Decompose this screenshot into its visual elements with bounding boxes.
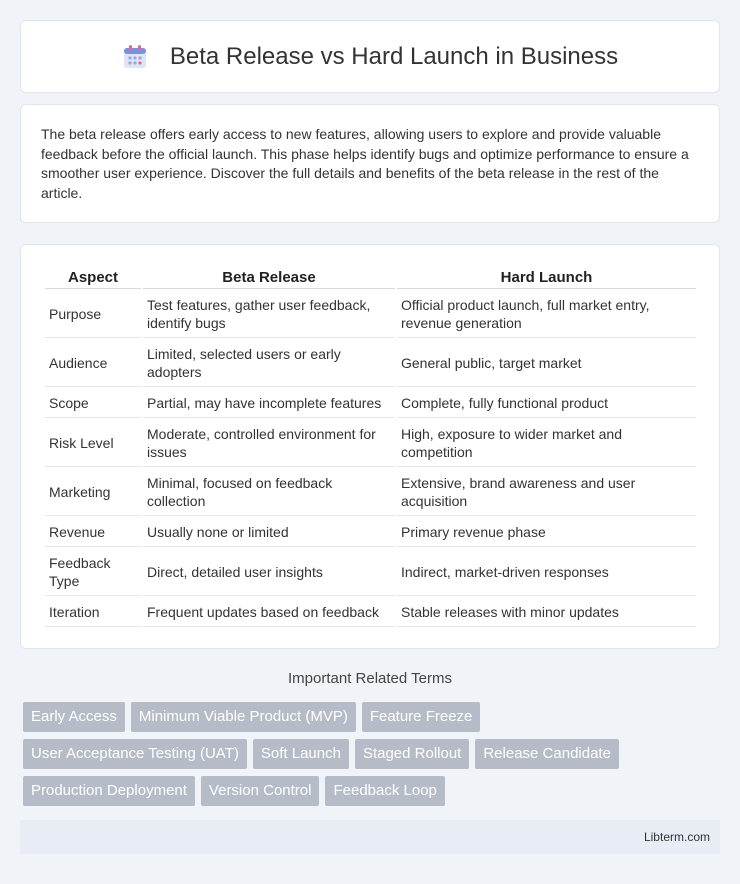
table-row <box>45 389 696 418</box>
table-cell: High, exposure to wider market and competition <box>397 420 696 467</box>
related-terms-tags <box>23 702 723 813</box>
tag-row <box>23 776 723 806</box>
tag-production-deployment[interactable]: Production Deployment <box>23 776 195 806</box>
tag-release-candidate[interactable]: Release Candidate <box>475 739 619 769</box>
table-row <box>45 420 696 467</box>
column-header-hard-launch: Hard Launch <box>397 267 696 289</box>
table-cell: General public, target market <box>397 340 696 387</box>
table-cell: Feedback Type <box>45 549 141 596</box>
table-cell: Complete, fully functional product <box>397 389 696 418</box>
table-cell: Stable releases with minor updates <box>397 598 696 627</box>
tag-row <box>23 702 723 732</box>
table-cell: Test features, gather user feedback, identify bugs <box>143 291 395 338</box>
table-cell: Direct, detailed user insights <box>143 549 395 596</box>
table-cell: Official product launch, full market entry, revenue generation <box>397 291 696 338</box>
table-row <box>45 340 696 387</box>
page-title: Beta Release vs Hard Launch in Business <box>169 42 619 70</box>
column-header-aspect: Aspect <box>45 267 141 289</box>
table-cell: Minimal, focused on feedback collection <box>143 469 395 516</box>
tag-feature-freeze[interactable]: Feature Freeze <box>362 702 481 732</box>
comparison-table <box>43 265 698 629</box>
table-header-row <box>45 267 696 289</box>
table-cell: Audience <box>45 340 141 387</box>
header-card <box>20 20 720 93</box>
intro-card <box>20 104 720 223</box>
related-terms-title: Important Related Terms <box>288 670 452 687</box>
tag-uat[interactable]: User Acceptance Testing (UAT) <box>23 739 247 769</box>
calendar-icon <box>122 44 148 70</box>
tag-version-control[interactable]: Version Control <box>201 776 320 806</box>
tag-mvp[interactable]: Minimum Viable Product (MVP) <box>131 702 356 732</box>
tag-row <box>23 739 723 769</box>
tag-feedback-loop[interactable]: Feedback Loop <box>325 776 444 806</box>
tag-soft-launch[interactable]: Soft Launch <box>253 739 349 769</box>
comparison-table-card <box>20 244 720 649</box>
table-cell: Extensive, brand awareness and user acquisition <box>397 469 696 516</box>
column-header-beta-release: Beta Release <box>143 267 395 289</box>
table-cell: Partial, may have incomplete features <box>143 389 395 418</box>
table-row <box>45 469 696 516</box>
table-cell: Limited, selected users or early adopters <box>143 340 395 387</box>
table-row <box>45 291 696 338</box>
table-cell: Iteration <box>45 598 141 627</box>
table-cell: Scope <box>45 389 141 418</box>
table-cell: Risk Level <box>45 420 141 467</box>
intro-text: The beta release offers early access to new features, allowing users to explore and provide valuable feedback before the official launch. This phase helps identify bugs and optimize performance to ensure a smoother user experience. Discover the full details and benefits of the beta release in the rest of the article. <box>41 126 689 201</box>
table-cell: Revenue <box>45 518 141 547</box>
tag-early-access[interactable]: Early Access <box>23 702 125 732</box>
table-row <box>45 549 696 596</box>
tag-staged-rollout[interactable]: Staged Rollout <box>355 739 469 769</box>
table-cell: Moderate, controlled environment for issues <box>143 420 395 467</box>
table-row <box>45 518 696 547</box>
table-cell: Marketing <box>45 469 141 516</box>
table-cell: Usually none or limited <box>143 518 395 547</box>
table-cell: Indirect, market-driven responses <box>397 549 696 596</box>
footer-brand-link[interactable]: Libterm.com <box>643 830 710 844</box>
table-cell: Primary revenue phase <box>397 518 696 547</box>
footer <box>20 820 720 854</box>
table-cell: Frequent updates based on feedback <box>143 598 395 627</box>
table-cell: Purpose <box>45 291 141 338</box>
table-row <box>45 598 696 627</box>
